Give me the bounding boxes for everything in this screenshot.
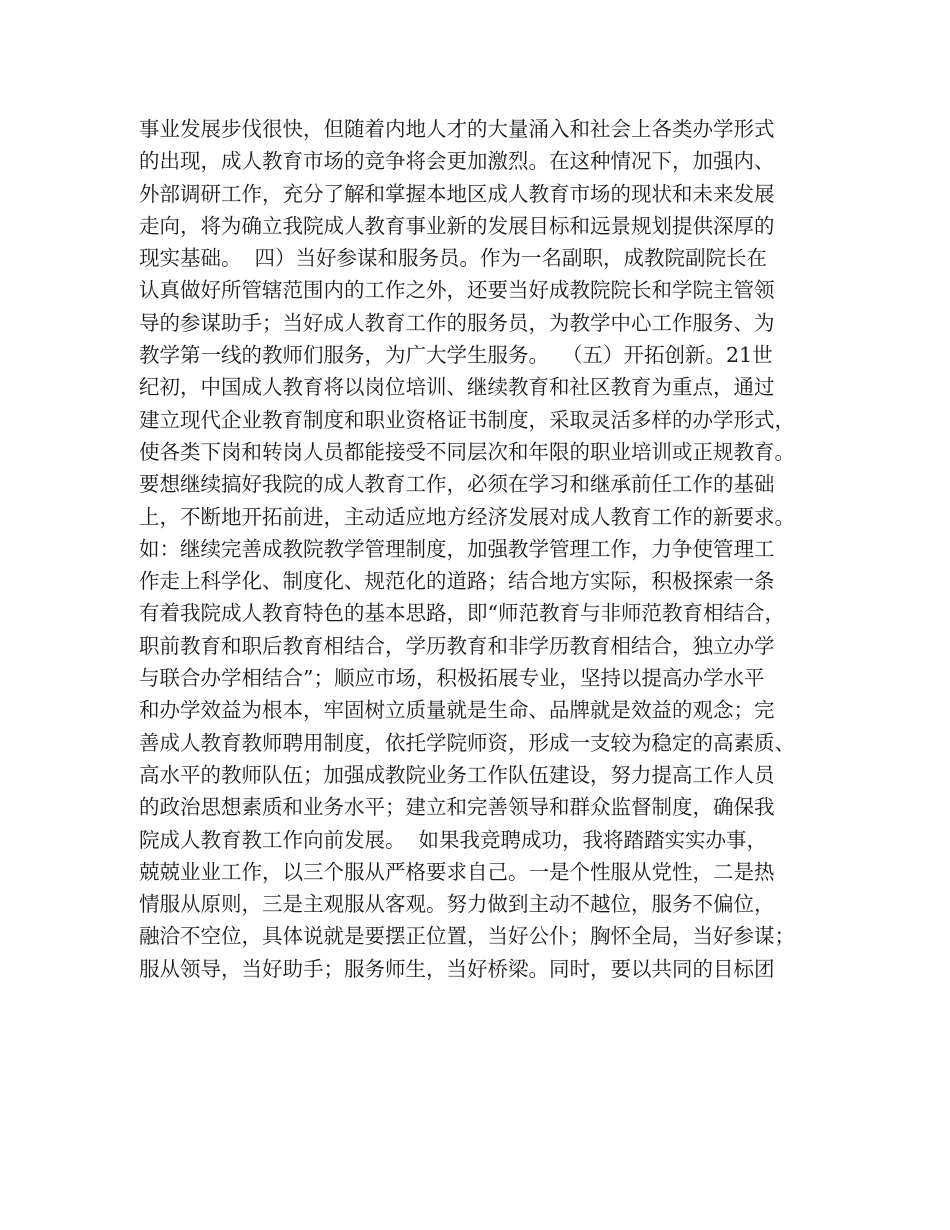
text-line: 的政治思想素质和业务水平；建立和完善领导和群众监督制度，确保我 — [139, 795, 775, 820]
text-line: 走向，将为确立我院成人教育事业新的发展目标和远景规划提供深厚的 — [139, 213, 775, 238]
body-text — [139, 113, 839, 985]
text-line: 高水平的教师队伍；加强成教院业务工作队伍建设，努力提高工作人员 — [139, 762, 775, 787]
text-line: 情服从原则，三是主观服从客观。努力做到主动不越位，服务不偏位， — [139, 892, 775, 917]
text-line: 认真做好所管辖范围内的工作之外，还要当好成教院院长和学院主管领 — [139, 278, 775, 303]
text-line: 职前教育和职后教育相结合，学历教育和非学历教育相结合，独立办学 — [139, 633, 775, 658]
text-line: 外部调研工作，充分了解和掌握本地区成人教育市场的现状和未来发展 — [139, 181, 775, 206]
text-line: 作走上科学化、制度化、规范化的道路；结合地方实际，积极探索一条 — [139, 569, 775, 594]
text-line: 融洽不空位，具体说就是要摆正位置，当好公仆；胸怀全局，当好参谋； — [139, 924, 795, 949]
text-line: 有着我院成人教育特色的基本思路，即“师范教育与非师范教育相结合， — [139, 601, 785, 626]
text-line: 使各类下岗和转岗人员都能接受不同层次和年限的职业培训或正规教育。 — [139, 439, 795, 464]
text-line: 服从领导，当好助手；服务师生，当好桥梁。同时，要以共同的目标团 — [139, 956, 775, 981]
text-line: 与联合办学相结合”；顺应市场，积极拓展专业，坚持以提高办学水平 — [139, 666, 765, 691]
text-line: 现实基础。 四）当好参谋和服务员。作为一名副职，成教院副院长在 — [139, 246, 768, 271]
text-line: 纪初，中国成人教育将以岗位培训、继续教育和社区教育为重点，通过 — [139, 375, 775, 400]
text-line: 事业发展步伐很快，但随着内地人才的大量涌入和社会上各类办学形式 — [139, 117, 775, 141]
text-line: 如：继续完善成教院教学管理制度，加强教学管理工作，力争使管理工 — [139, 536, 775, 561]
text-line: 的出现，成人教育市场的竞争将会更加激烈。在这种情况下，加强内、 — [139, 149, 775, 174]
text-line: 教学第一线的教师们服务，为广大学生服务。 （五）开拓创新。21世 — [139, 343, 773, 368]
text-line: 院成人教育教工作向前发展。 如果我竞聘成功，我将踏踏实实办事， — [139, 827, 768, 852]
text-line: 要想继续搞好我院的成人教育工作，必须在学习和继承前任工作的基础 — [139, 472, 775, 497]
text-line: 导的参谋助手；当好成人教育工作的服务员，为教学中心工作服务、为 — [139, 310, 775, 335]
text-line: 善成人教育教师聘用制度，依托学院师资，形成一支较为稳定的高素质、 — [139, 730, 795, 755]
text-line: 建立现代企业教育制度和职业资格证书制度，采取灵活多样的办学形式， — [139, 407, 795, 432]
text-line: 上，不断地开拓前进，主动适应地方经济发展对成人教育工作的新要求。 — [139, 504, 795, 529]
text-line: 兢兢业业工作，以三个服从严格要求自己。一是个性服从党性，二是热 — [139, 859, 775, 884]
text-line: 和办学效益为根本，牢固树立质量就是生命、品牌就是效益的观念；完 — [139, 698, 775, 723]
